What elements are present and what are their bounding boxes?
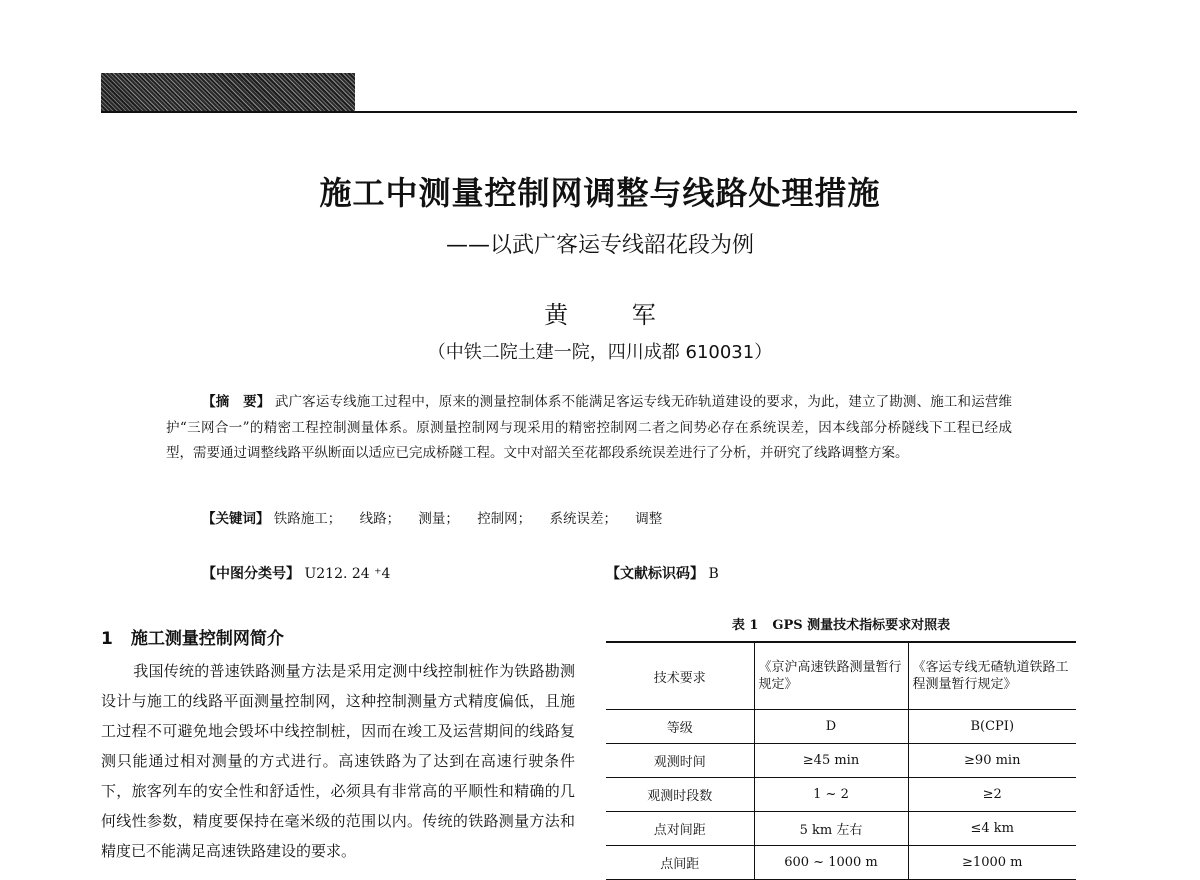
abstract-text: 武广客运专线施工过程中，原来的测量控制体系不能满足客运专线无砟轨道建设的要求，为此，建立了勘测、施工和运营维护“三网合一”的精密工程控制测量体系。原测量控制网与现采用的精密控制网二者之间势必存在系统误差，因本线部分桥隧线下工程已经成型，需要通过调整线路平纵断面以适应已完成桥隧工程。文中对韶关至花都段系统误差进行了分析，并研究了线路调整方案。 <box>166 394 1013 461</box>
table-cell: B(CPI) <box>908 710 1076 744</box>
header-rule <box>101 111 1077 113</box>
keywords <box>202 507 676 527</box>
table-cell: ≥90 min <box>908 744 1076 778</box>
table-header-cell: 《客运专线无碴轨道铁路工程测量暂行规定》 <box>908 642 1076 710</box>
gps-spec-table <box>606 641 1076 880</box>
table-cell: ≥2 <box>908 778 1076 812</box>
author-name: 黄 军 <box>544 301 684 329</box>
clc-value: U212. 24 ⁺4 <box>304 566 391 582</box>
abstract <box>166 390 1012 467</box>
document-code <box>606 563 719 583</box>
paper-title: 施工中测量控制网调整与线路处理措施 <box>319 174 881 212</box>
table-header-row <box>606 642 1076 710</box>
keywords-label: 【关键词】 <box>202 511 270 527</box>
table-caption <box>606 614 1076 633</box>
keyword: 控制网； <box>477 511 532 527</box>
section-paragraph <box>101 656 575 866</box>
author-affiliation: （中铁二院土建一院，四川成都 610031） <box>427 342 773 363</box>
journal-header-band <box>101 73 355 111</box>
table-cell: D <box>754 710 908 744</box>
table-row <box>606 846 1076 880</box>
keyword: 系统误差； <box>549 511 617 527</box>
table-header-cell: 《京沪高速铁路测量暂行规定》 <box>754 642 908 710</box>
table-cell: 点间距 <box>606 846 754 880</box>
table-row <box>606 744 1076 778</box>
table-cell: ≥45 min <box>754 744 908 778</box>
table-number: 表 1 <box>731 618 759 633</box>
table-cell: 点对间距 <box>606 812 754 846</box>
abstract-label: 【摘 要】 <box>202 394 271 410</box>
keyword: 铁路施工； <box>273 511 342 527</box>
table-cell: 600 ~ 1000 m <box>754 846 908 880</box>
keyword: 测量； <box>418 511 459 527</box>
table-cell: 观测时段数 <box>606 778 754 812</box>
table-cell: ≤4 km <box>908 812 1076 846</box>
table-row <box>606 778 1076 812</box>
keyword: 线路； <box>359 511 401 527</box>
table-row <box>606 812 1076 846</box>
doc-code-label: 【文献标识码】 <box>606 566 704 582</box>
table-header-cell: 技术要求 <box>606 642 754 710</box>
table-cell: 等级 <box>606 710 754 744</box>
section-number: 1 <box>101 629 113 649</box>
paragraph-text: 我国传统的普速铁路测量方法是采用定测中线控制桩作为铁路勘测设计与施工的线路平面测量控制网，这种控制测量方式精度偏低，且施工过程不可避免地会毁坏中线控制桩，因而在竣工及运营期间的线路复测只能通过相对测量的方式进行。高速铁路为了达到在高速行驶条件下，旅客列车的安全性和舒适性，必须具有非常高的平顺性和精确的几何线性参数，精度要保持在毫米级的范围以内。传统的铁路测量方法和精度已不能满足高速铁路建设的要求。 <box>101 662 575 860</box>
doc-code-value: B <box>708 566 719 582</box>
clc-label: 【中图分类号】 <box>202 566 300 582</box>
keyword: 调整 <box>635 511 663 527</box>
section-heading <box>101 624 284 649</box>
table-cell: 1 ~ 2 <box>754 778 908 812</box>
section-title: 施工测量控制网简介 <box>130 629 284 649</box>
table-cell: ≥1000 m <box>908 846 1076 880</box>
table-row <box>606 710 1076 744</box>
classification-number <box>202 563 390 583</box>
table-cell: 观测时间 <box>606 744 754 778</box>
paper-subtitle: ——以武广客运专线韶花段为例 <box>445 233 754 258</box>
table-cell: 5 km 左右 <box>754 812 908 846</box>
table-caption-text: GPS 测量技术指标要求对照表 <box>772 618 951 633</box>
